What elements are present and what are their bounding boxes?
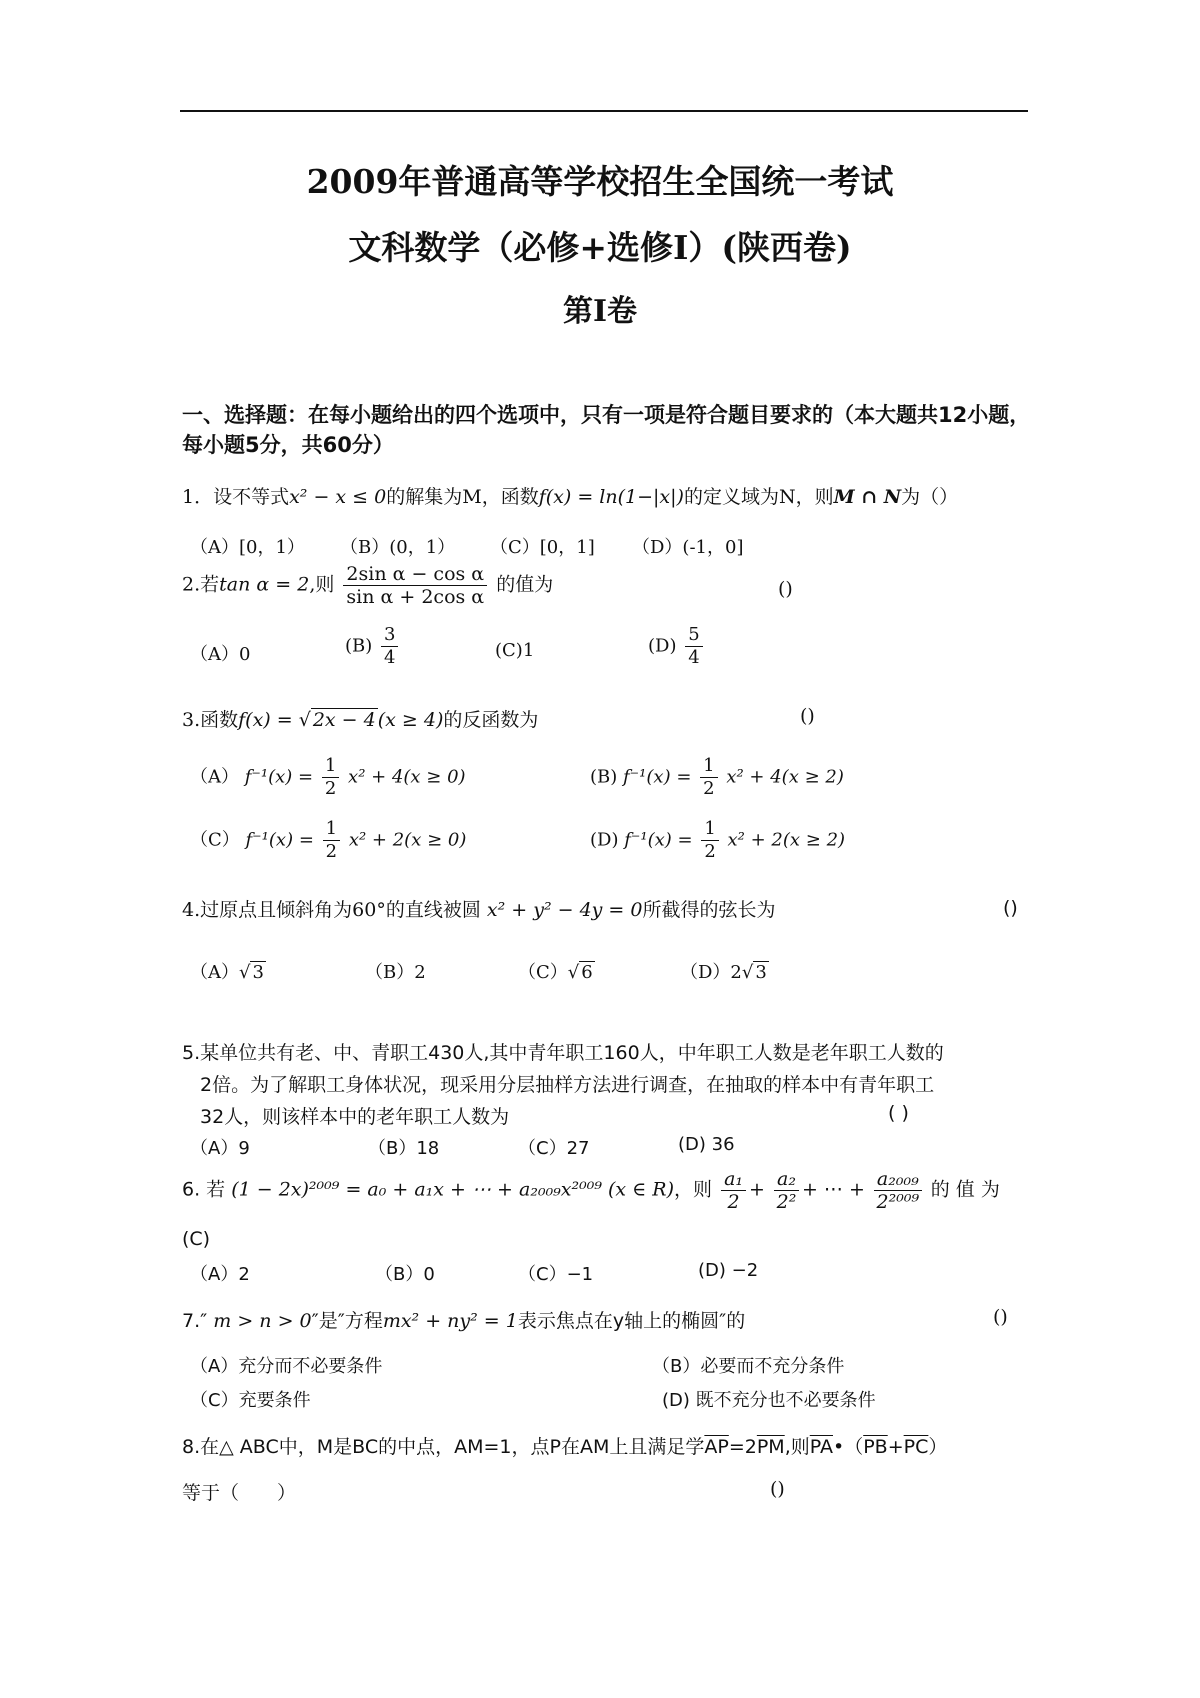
q3-radicand: 2x − 4 bbox=[312, 709, 376, 731]
q6-equation: (1 − 2x)²⁰⁰⁹ = a₀ + a₁x + ⋯ + a₂₀₀₉x²⁰⁰⁹ (x ∈ R) bbox=[231, 1178, 675, 1201]
q1-option-b: （B）(0，1） bbox=[340, 537, 456, 558]
q6-option-c: （C）−1 bbox=[518, 1264, 594, 1285]
q2-option-b-den: 4 bbox=[384, 647, 396, 668]
q3-half-num: 1 bbox=[700, 755, 717, 778]
q3-option-a-label: （A） bbox=[190, 766, 239, 788]
q2-option-b-label: (B) bbox=[345, 635, 373, 657]
q6-term-2-num: a₂ bbox=[774, 1168, 799, 1191]
q3-answer-paren: () bbox=[800, 705, 815, 727]
q7-condition: m > n > 0 bbox=[213, 1310, 312, 1332]
q8-vector-ap: $\overline{AP}$ bbox=[704, 1436, 729, 1458]
q8-dot: •（ bbox=[833, 1436, 864, 1458]
q6-term-3-den: 2²⁰⁰⁹ bbox=[876, 1191, 920, 1213]
q7-text-post: 表示焦点在y轴上的椭圆″的 bbox=[517, 1310, 746, 1332]
q6-text-mid: ，则 bbox=[674, 1178, 713, 1201]
q3-half-num: 1 bbox=[323, 818, 340, 841]
q6-answer: (C) bbox=[182, 1228, 211, 1250]
section-heading: 一、选择题：在每小题给出的四个选项中，只有一项是符合题目要求的（本大题共12小题，每小题5分，共60分） bbox=[182, 403, 1031, 457]
q3-option-d-label: (D) bbox=[590, 829, 619, 851]
q3-option-d-half bbox=[701, 818, 718, 863]
q4-answer-paren: () bbox=[1003, 897, 1018, 919]
q2-option-c: (C)1 bbox=[495, 640, 535, 661]
question-5-line-3: 32人，则该样本中的老年职工人数为 bbox=[200, 1106, 510, 1128]
q7-option-b: （B）必要而不充分条件 bbox=[652, 1356, 845, 1377]
question-5-line-1: 5.某单位共有老、中、青职工430人,其中青年职工160人，中年职工人数是老年职工人数的 bbox=[182, 1042, 944, 1064]
q4-angle: 60° bbox=[352, 899, 386, 921]
q3-option-d-rhs: x² + 2(x ≥ 2) bbox=[727, 829, 846, 851]
q3-text-post: 的反函数为 bbox=[443, 709, 539, 731]
q3-option-a-half bbox=[322, 755, 339, 800]
exam-subtitle: 文科数学（必修+选修Ⅰ）(陕西卷) bbox=[348, 228, 852, 267]
q6-term-1-num: a₁ bbox=[721, 1168, 746, 1191]
q7-text-mid: ″是″方程 bbox=[311, 1310, 383, 1332]
q3-option-c-lhs: f⁻¹(x) = bbox=[245, 829, 314, 851]
q1-option-c: （C）[0，1] bbox=[490, 537, 595, 558]
q8-vector-pb: $\overline{PB}$ bbox=[863, 1436, 888, 1458]
q6-term-3 bbox=[874, 1168, 922, 1213]
q4-text-post: 所截得的弦长为 bbox=[642, 899, 776, 921]
q6-option-b: （B）0 bbox=[375, 1264, 435, 1285]
q3-option-c-half bbox=[323, 818, 340, 863]
q3-half-num: 1 bbox=[322, 755, 339, 778]
q3-option-c-label: （C） bbox=[190, 829, 240, 851]
question-6: 6. 若 (1 − 2x)²⁰⁰⁹ = a₀ + a₁x + ⋯ + a₂₀₀₉x²⁰⁰⁹ (x ∈ R)，则 $\frac{\text{a₁}}{2}$ + $\frac{\text{a₂}}{\text{2²}}$ + ⋯ + $\frac{\text{a₂₀₀₉}}{\text{2²⁰⁰⁹}}$ 的 值 为 bbox=[182, 1168, 1000, 1213]
q1-text: 1．设不等式 bbox=[182, 486, 290, 508]
q6-text-post: 的 值 为 bbox=[930, 1178, 1000, 1201]
q6-term-2 bbox=[774, 1168, 799, 1213]
q4-option-d-label: （D）2 bbox=[680, 962, 742, 983]
q2-option-d-fraction bbox=[685, 624, 702, 669]
q4-text: 4.过原点且倾斜角为 bbox=[182, 899, 353, 921]
q2-option-a: （A）0 bbox=[190, 644, 251, 665]
q4-text-mid: 的直线被圆 bbox=[385, 899, 481, 921]
q5-option-a: （A）9 bbox=[190, 1138, 250, 1159]
q3-option-d bbox=[590, 818, 845, 863]
q8-plus: + bbox=[887, 1436, 904, 1458]
question-4 bbox=[182, 895, 776, 922]
q3-half-den: 2 bbox=[324, 778, 337, 799]
top-rule bbox=[180, 110, 1028, 112]
exam-title: 2009年普通高等学校招生全国统一考试 bbox=[306, 162, 894, 201]
q2-condition: tan α = 2 bbox=[219, 573, 310, 596]
question-2 bbox=[182, 563, 553, 608]
q3-option-d-lhs: f⁻¹(x) = bbox=[624, 829, 693, 851]
q2-option-b-fraction bbox=[381, 624, 398, 669]
q4-option-c-radicand: 6 bbox=[581, 962, 593, 983]
q4-option-a: （A）√ 3 bbox=[190, 962, 264, 983]
q7-option-c: （C）充要条件 bbox=[190, 1390, 311, 1411]
question-8-line-2: 等于（ ） bbox=[182, 1482, 297, 1504]
q1-text-end: 为（） bbox=[901, 486, 959, 508]
q3-option-b-half bbox=[700, 755, 717, 800]
q4-option-a-label: （A） bbox=[190, 962, 239, 983]
q3-option-a bbox=[190, 755, 466, 800]
q5-option-d: (D) 36 bbox=[678, 1134, 735, 1155]
q8-answer-paren: () bbox=[770, 1478, 785, 1500]
q2-text-mid: ,则 bbox=[309, 573, 335, 596]
q3-function: f(x) = bbox=[238, 709, 293, 731]
q2-text-post: 的值为 bbox=[496, 573, 554, 596]
q4-option-b: （B）2 bbox=[365, 962, 426, 983]
volume-title: 第Ⅰ卷 bbox=[562, 294, 638, 329]
q8-vector-eq: =2 bbox=[728, 1436, 757, 1458]
q3-option-b-label: (B) bbox=[590, 766, 618, 788]
question-8 bbox=[182, 1432, 947, 1459]
q6-option-a: （A）2 bbox=[190, 1264, 250, 1285]
q1-function: f(x) = ln(1−|x|) bbox=[538, 486, 684, 508]
q7-equation: mx² + ny² = 1 bbox=[382, 1310, 518, 1332]
q2-option-d bbox=[648, 624, 706, 669]
q6-term-1-den: 2 bbox=[727, 1191, 740, 1213]
q3-option-a-rhs: x² + 4(x ≥ 0) bbox=[348, 766, 466, 788]
q2-option-d-label: (D) bbox=[648, 635, 677, 657]
q1-option-a: （A）[0，1） bbox=[190, 537, 305, 558]
q1-text-mid: 的解集为M，函数 bbox=[386, 486, 539, 508]
question-3: 3.函数f(x) = √ 2x − 4 (x ≥ 4)的反函数为 bbox=[182, 709, 539, 731]
q5-option-c: （C）27 bbox=[518, 1138, 590, 1159]
q2-text: 2.若 bbox=[182, 573, 220, 596]
q4-option-c: （C）√ 6 bbox=[518, 962, 593, 983]
q3-option-a-lhs: f⁻¹(x) = bbox=[244, 766, 314, 788]
q3-option-b-lhs: f⁻¹(x) = bbox=[623, 766, 692, 788]
q3-half-den: 2 bbox=[703, 778, 715, 799]
q8-vector-pa: $\overline{PA}$ bbox=[809, 1436, 833, 1458]
q3-condition: (x ≥ 4) bbox=[377, 709, 444, 731]
q3-option-c-rhs: x² + 2(x ≥ 0) bbox=[348, 829, 467, 851]
q3-text: 3.函数 bbox=[182, 709, 239, 731]
q3-half-den: 2 bbox=[325, 841, 338, 862]
question-1 bbox=[182, 482, 958, 509]
q2-answer-paren: () bbox=[778, 578, 793, 600]
q1-expression: M ∩ N bbox=[833, 486, 902, 508]
q5-answer-paren: ( ) bbox=[888, 1102, 909, 1124]
question-5-line-2: 2倍。为了解职工身体状况，现采用分层抽样方法进行调查，在抽取的样本中有青年职工 bbox=[200, 1074, 935, 1096]
q6-term-2-den: 2² bbox=[776, 1191, 797, 1213]
q4-option-c-label: （C） bbox=[518, 962, 568, 983]
q2-option-d-num: 5 bbox=[685, 624, 702, 647]
q4-circle-equation: x² + y² − 4y = 0 bbox=[486, 899, 643, 921]
q6-text: 6. 若 bbox=[182, 1178, 226, 1201]
q2-numerator: 2sin α − cos α bbox=[343, 563, 487, 586]
q7-option-a: （A）充分而不必要条件 bbox=[190, 1356, 383, 1377]
q1-option-d: （D）(-1，0] bbox=[632, 537, 744, 558]
q6-dots: + ⋯ + bbox=[801, 1178, 865, 1201]
q5-option-b: （B）18 bbox=[368, 1138, 440, 1159]
q4-option-d-radicand: 3 bbox=[755, 962, 767, 983]
q8-vector-pc: $\overline{PC}$ bbox=[903, 1436, 929, 1458]
q3-option-b bbox=[590, 755, 844, 800]
q3-option-b-rhs: x² + 4(x ≥ 2) bbox=[726, 766, 844, 788]
q7-option-d: (D) 既不充分也不必要条件 bbox=[662, 1390, 876, 1411]
q8-then: ,则 bbox=[784, 1436, 810, 1458]
q8-close: ） bbox=[928, 1436, 948, 1458]
q3-option-c bbox=[190, 818, 466, 863]
q4-option-d: （D）2√ 3 bbox=[680, 962, 767, 983]
q8-vector-pm: $\overline{PM}$ bbox=[756, 1436, 785, 1458]
q6-term-1 bbox=[721, 1168, 746, 1213]
q4-option-a-radicand: 3 bbox=[252, 962, 264, 983]
q2-option-d-den: 4 bbox=[688, 647, 700, 668]
q2-option-b-num: 3 bbox=[381, 624, 398, 647]
q2-option-b bbox=[345, 624, 401, 669]
q7-answer-paren: () bbox=[993, 1306, 1008, 1328]
q2-denominator: sin α + 2cos α bbox=[346, 586, 485, 608]
question-7 bbox=[182, 1306, 745, 1333]
q1-text-post: 的定义域为N，则 bbox=[683, 486, 834, 508]
q1-inequality: x² − x ≤ 0 bbox=[289, 486, 387, 508]
q2-fraction bbox=[343, 563, 487, 608]
q3-half-num: 1 bbox=[701, 818, 718, 841]
q6-option-d: (D) −2 bbox=[698, 1260, 759, 1281]
q8-text: 8.在△ ABC中，M是BC的中点，AM=1，点P在AM上且满足学 bbox=[182, 1436, 705, 1458]
q6-term-3-num: a₂₀₀₉ bbox=[874, 1168, 922, 1191]
q3-half-den: 2 bbox=[704, 841, 716, 862]
q7-text: 7.″ bbox=[182, 1310, 208, 1332]
